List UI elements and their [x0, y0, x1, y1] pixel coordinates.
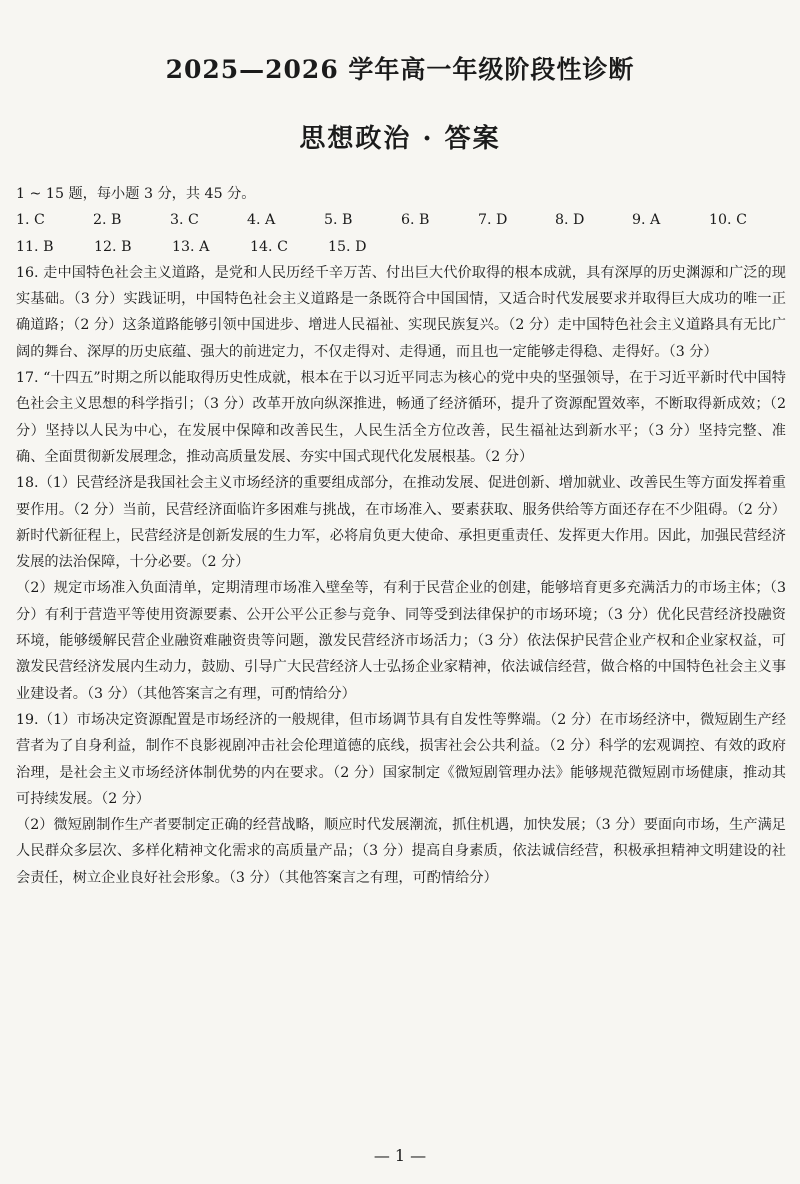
choice-answer: 8. D [555, 212, 585, 229]
answer-q18-part2: （2）规定市场准入负面清单，定期清理市场准入壁垒等，有利于民营企业的创建，能够培育更多充满活力的市场主体；（3 分）有利于营造平等使用资源要素、公开公平公正参与竞争、同等受到法律保护的市场环境；（3 分）优化民营经济投融资环境，能够缓解民营企业融资难融资贵等问题，激发民营经济市场活力；（3 分）依法保护民营企业产权和企业家权益，可激发民营经济发展内生动力，鼓励、引导广大民营经济人士弘扬企业家精神，依法诚信经营，做合格的中国特色社会主义事业建设者。（3 分）（其他答案言之有理，可酌情给分） [16, 580, 786, 702]
choice-answer: 9. A [632, 212, 661, 229]
page-number: — 1 — [373, 1146, 427, 1165]
choice-answer: 15. D [328, 238, 367, 255]
answer-q16: 16. 走中国特色社会主义道路，是党和人民历经千辛万苦、付出巨大代价取得的根本成就，具有深厚的历史渊源和广泛的现实基础。（3 分）实践证明，中国特色社会主义道路是一条既符合中国国情，又适合时代发展要求并取得巨大成功的唯一正确道路；（2 分）这条道路能够引领中国进步、增进人民福祉、实现民族复兴。（2 分）走中国特色社会主义道路具有无比广阔的舞台、深厚的历史底蕴、强大的前进定力，不仅走得对、走得通，而且也一定能够走得稳、走得好。（3 分） [16, 264, 786, 360]
answer-q17: 17. “十四五”时期之所以能取得历史性成就，根本在于以习近平同志为核心的党中央的坚强领导，在于习近平新时代中国特色社会主义思想的科学指引；（3 分）改革开放向纵深推进，畅通了经济循环，提升了资源配置效率，不断取得新成效；（2 分）坚持以人民为中心，在发展中保障和改善民生，人民生活全方位改善，民生福祉达到新水平；（3 分）坚持完整、准确、全面贯彻新发展理念，推动高质量发展、夯实中国式现代化发展根基。（2 分） [16, 370, 786, 465]
choice-row-1 [16, 207, 786, 233]
answer-q19-part1: 19.（1）市场决定资源配置是市场经济的一般规律，但市场调节具有自发性等弊端。（2 分）在市场经济中，微短剧生产经营者为了自身利益，制作不良影视剧冲击社会伦理道德的底线，损害社会公共利益。（2 分）科学的宏观调控、有效的政府治理，是社会主义市场经济体制优势的内在要求。（2 分）国家制定《微短剧管理办法》能够规范微短剧市场健康，推动其可持续发展。（2 分） [16, 711, 786, 807]
choice-answer: 1. C [16, 212, 45, 229]
choice-answer: 10. C [709, 212, 747, 229]
answer-content [16, 181, 786, 891]
choice-answer: 12. B [94, 238, 132, 255]
choice-answer: 7. D [478, 212, 508, 229]
choice-answer: 2. B [93, 212, 122, 229]
choice-section-intro: 1 ~ 15 题，每小题 3 分，共 45 分。 [16, 186, 256, 202]
choice-answers [16, 207, 786, 260]
choice-answer: 4. A [247, 212, 276, 229]
choice-answer: 14. C [250, 238, 288, 255]
choice-row-2 [16, 234, 786, 260]
choice-answer: 3. C [170, 212, 199, 229]
answer-q19-part2: （2）微短剧制作生产者要制定正确的经营战略，顺应时代发展潮流，抓住机遇，加快发展；（3 分）要面向市场，生产满足人民群众多层次、多样化精神文化需求的高质量产品；（3 分）提高自身素质，依法诚信经营，积极承担精神文明建设的社会责任，树立企业良好社会形象。（3 分）（其他答案言之有理，可酌情给分） [16, 817, 786, 886]
choice-answer: 6. B [401, 212, 430, 229]
answer-q18-part1: 18.（1）民营经济是我国社会主义市场经济的重要组成部分，在推动发展、促进创新、增加就业、改善民生等方面发挥着重要作用。（2 分）当前，民营经济面临许多困难与挑战，在市场准入、要素获取、服务供给等方面还存在不少阻碍。（2 分）新时代新征程上，民营经济是创新发展的生力军，必将肩负更大使命、承担更重责任、发挥更大作用。因此，加强民营经济发展的法治保障，十分必要。（2 分） [16, 475, 786, 571]
page-title: 2025—2026 学年高一年级阶段性诊断 [165, 55, 635, 84]
page-subtitle: 思想政治 · 答案 [299, 124, 501, 154]
choice-answer: 11. B [16, 238, 54, 255]
choice-answer: 5. B [324, 212, 353, 229]
choice-answer: 13. A [172, 238, 210, 255]
